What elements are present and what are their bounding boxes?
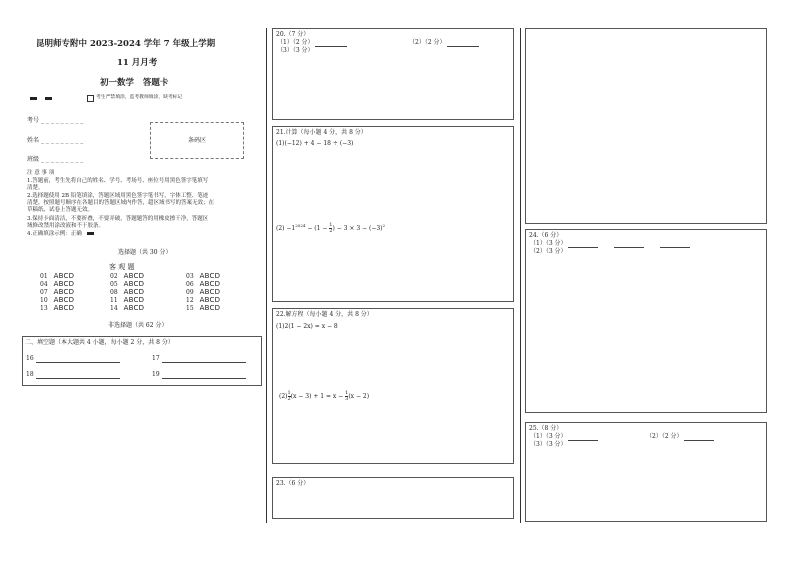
choice-options[interactable]: ABCD <box>199 296 221 304</box>
choice-row <box>110 288 144 296</box>
choice-options[interactable]: ABCD <box>53 296 75 304</box>
answer-line[interactable] <box>684 434 714 441</box>
choice-options[interactable]: ABCD <box>53 280 75 288</box>
choice-options[interactable]: ABCD <box>123 304 145 312</box>
mark-block-1 <box>30 97 37 100</box>
q22-eq-2-c: (x − 2) <box>348 393 370 400</box>
choice-options[interactable]: ABCD <box>53 304 75 312</box>
class-label-text: 班级 <box>27 156 40 163</box>
q-number: 03 <box>186 273 194 280</box>
q20-part2 <box>409 39 479 47</box>
answer-line[interactable] <box>36 372 120 379</box>
q21-expr-2-b: − (1 − <box>305 225 330 232</box>
frac-denominator: 3 <box>345 396 349 402</box>
note-line-4: 清楚，按照题号顺序在各题目的答题区域内作答，超区域书写的答案无效；在 <box>27 200 215 206</box>
answer-line[interactable] <box>614 241 644 248</box>
q20-part1-label: （1）（2 分） <box>277 39 314 46</box>
exam-number-label-text: 考号 <box>27 117 40 124</box>
q-number: 04 <box>40 281 48 288</box>
exam-number-label <box>27 117 83 125</box>
q-number: 15 <box>186 305 194 312</box>
q22-eq-2-b: (x − 3) + 1 = x − <box>290 393 346 400</box>
fill-item-18 <box>26 371 120 379</box>
column-divider-left <box>266 28 267 523</box>
card-title: 初一数学 答题卡 <box>100 78 169 88</box>
choice-row <box>110 296 144 304</box>
exam-subtitle: 11 月月考 <box>117 58 158 68</box>
fill-blank-box <box>22 336 262 386</box>
q20-part2-label: （2）（2 分） <box>409 39 446 46</box>
choice-options[interactable]: ABCD <box>199 304 221 312</box>
choice-subheader: 客 观 题 <box>109 263 135 271</box>
note-line-3: 2.选择题使用 2B 铅笔填涂，答题区域用黑色签字笔书写，字体工整、笔迹 <box>27 193 209 199</box>
q25-box[interactable] <box>525 422 767 522</box>
q21-exponent-2: 2 <box>382 223 386 228</box>
fill-item-number: 16 <box>26 355 34 362</box>
q-number: 14 <box>110 305 118 312</box>
choice-options[interactable]: ABCD <box>123 296 145 304</box>
q25-part2-label: （2）（2 分） <box>646 433 683 440</box>
answer-line[interactable] <box>660 241 690 248</box>
q20-title: 20.（7 分） <box>276 31 310 38</box>
choice-options[interactable]: ABCD <box>53 272 75 280</box>
q-number: 10 <box>40 297 48 304</box>
fill-example-mark <box>87 232 94 235</box>
absent-note: 考生严禁填涂，监考教师填涂，缺考标记 <box>96 95 183 100</box>
choice-row <box>186 272 220 280</box>
frac-numerator: 1 <box>329 222 333 228</box>
q25-part1-label: （1）（3 分） <box>530 433 567 440</box>
frac-denominator: 2 <box>287 396 291 402</box>
choice-row <box>186 296 220 304</box>
frac-numerator: 1 <box>287 390 291 396</box>
choice-row <box>40 296 74 304</box>
barcode-area-label: 条码区 <box>188 137 207 144</box>
q-number: 13 <box>40 305 48 312</box>
q22-title: 22.解方程（每小题 4 分，共 8 分） <box>276 311 373 318</box>
class-label <box>27 156 83 164</box>
answer-line[interactable] <box>568 241 598 248</box>
q-number: 01 <box>40 273 48 280</box>
q21-expr-2 <box>276 222 385 234</box>
name-label-text: 姓名 <box>27 137 40 144</box>
q-number: 07 <box>40 289 48 296</box>
q22-box[interactable] <box>272 308 514 464</box>
q24-part1 <box>530 240 690 248</box>
choice-options[interactable]: ABCD <box>199 272 221 280</box>
choice-options[interactable]: ABCD <box>199 288 221 296</box>
q23-title: 23.（6 分） <box>276 480 310 487</box>
q21-exponent: 2024 <box>295 223 306 228</box>
choice-row <box>110 272 144 280</box>
choice-header: 选择题（共 30 分） <box>118 249 172 256</box>
note-line-8-text: 4.正确填涂示例：正确 <box>27 231 82 237</box>
choice-options[interactable]: ABCD <box>199 280 221 288</box>
choice-row <box>186 304 220 312</box>
exam-number-line[interactable]: _ _ _ _ _ _ _ _ _ <box>41 117 84 124</box>
choice-options[interactable]: ABCD <box>123 280 145 288</box>
column-divider-right <box>520 28 521 523</box>
q21-expr-2-c: ) − 3 × 3 − (−3) <box>332 225 383 232</box>
choice-row <box>110 304 144 312</box>
choice-row <box>186 280 220 288</box>
q25-part2 <box>646 433 714 441</box>
frac-denominator: 2 <box>329 228 333 234</box>
answer-line[interactable] <box>162 372 246 379</box>
q20-part1 <box>277 39 347 47</box>
fill-item-16 <box>26 355 120 363</box>
q24-box[interactable] <box>525 229 767 413</box>
q20-box[interactable] <box>272 28 514 120</box>
choice-options[interactable]: ABCD <box>53 288 75 296</box>
q22-eq-2 <box>279 391 369 402</box>
fill-item-number: 18 <box>26 371 34 378</box>
choice-row <box>40 304 74 312</box>
q22-eq-2-a: (2) <box>279 393 288 400</box>
answer-line[interactable] <box>568 434 598 441</box>
note-line-1: 1.答题前，考生先将自己的姓名、学号、考场号、座位号用黑色签字笔填写 <box>27 178 209 184</box>
q-number: 09 <box>186 289 194 296</box>
fill-blank-header: 二、填空题（本大题共 4 小题，每小题 2 分，共 8 分） <box>25 339 174 346</box>
q21-box[interactable] <box>272 126 514 302</box>
choice-options[interactable]: ABCD <box>123 288 145 296</box>
absent-checkbox[interactable] <box>87 95 94 102</box>
note-line-8 <box>27 231 94 238</box>
fill-item-number: 17 <box>152 355 160 362</box>
fill-item-number: 19 <box>152 371 160 378</box>
q20-part3: （3）（3 分） <box>277 47 314 54</box>
q19-continued-box[interactable] <box>525 28 767 224</box>
q21-expr-2-a: (2) −1 <box>276 225 296 232</box>
q-number: 08 <box>110 289 118 296</box>
name-label <box>27 137 83 145</box>
choice-row <box>40 280 74 288</box>
answer-line[interactable] <box>447 40 479 47</box>
note-line-7: 域修改禁用涂改液和不干胶条。 <box>27 223 105 229</box>
nonchoice-header: 非选择题（共 62 分） <box>108 322 168 329</box>
q-number: 05 <box>110 281 118 288</box>
q24-title: 24.（6 分） <box>529 232 563 239</box>
note-line-2: 清楚。 <box>27 185 44 191</box>
note-line-5: 草稿纸、试卷上答题无效。 <box>27 207 94 213</box>
answer-line[interactable] <box>315 40 347 47</box>
choice-row <box>110 280 144 288</box>
fill-item-17 <box>152 355 246 363</box>
q23-box[interactable] <box>272 477 514 519</box>
answer-line[interactable] <box>162 356 246 363</box>
q24-part2: （2）（3 分） <box>530 248 567 255</box>
notes-title: 注 意 事 项 <box>27 170 55 176</box>
q-number: 06 <box>186 281 194 288</box>
exam-title: 昆明师专附中 2023-2024 学年 7 年级上学期 <box>36 39 216 49</box>
choice-row <box>186 288 220 296</box>
choice-row <box>40 288 74 296</box>
q25-title: 25.（8 分） <box>529 425 563 432</box>
class-line[interactable]: _ _ _ _ _ _ _ _ _ <box>41 156 84 163</box>
q-number: 11 <box>110 297 118 304</box>
frac-numerator: 1 <box>345 390 349 396</box>
choice-row <box>40 272 74 280</box>
note-line-6: 3.保持卡面清洁，不要折叠，不要弄破，答题题答的用橡皮擦干净，答题区 <box>27 216 209 222</box>
q21-expr-1: (1)(−12) + 4 − 18 ÷ (−3) <box>276 140 354 147</box>
fill-item-19 <box>152 371 246 379</box>
q24-part1-label: （1）（3 分） <box>530 240 567 247</box>
choice-options[interactable]: ABCD <box>123 272 145 280</box>
answer-line[interactable] <box>36 356 120 363</box>
q21-title: 21.计算（每小题 4 分，共 8 分） <box>276 129 367 136</box>
q25-part1 <box>530 433 598 441</box>
q25-part3: （3）（3 分） <box>530 441 567 448</box>
mark-block-2 <box>45 97 52 100</box>
name-line[interactable]: _ _ _ _ _ _ _ _ _ <box>41 137 84 144</box>
barcode-area <box>150 122 244 159</box>
q-number: 12 <box>186 297 194 304</box>
q-number: 02 <box>110 273 118 280</box>
q22-eq-1: (1)2(1 − 2x) = x − 8 <box>276 323 338 330</box>
